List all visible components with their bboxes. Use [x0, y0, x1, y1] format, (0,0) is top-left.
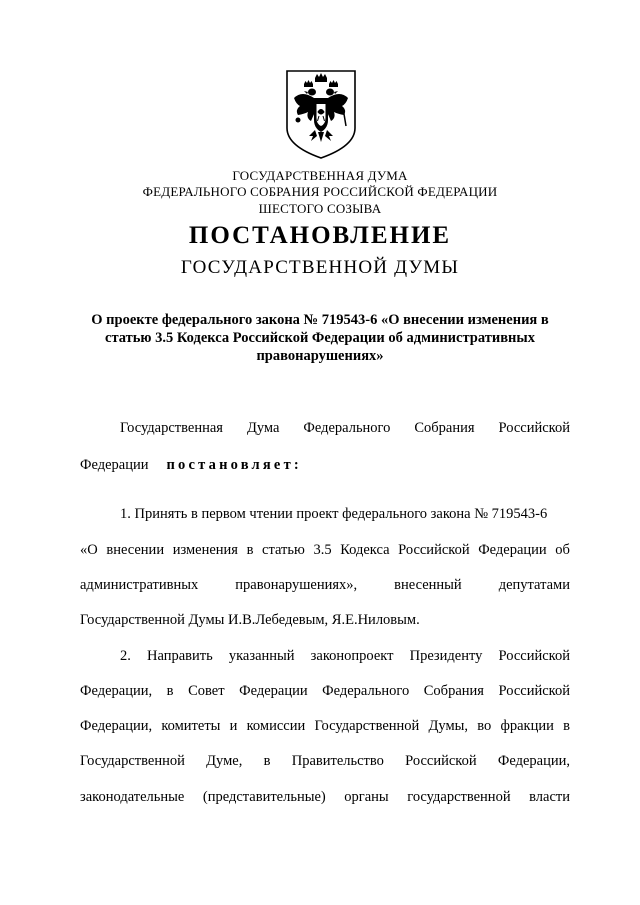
word: и [229, 718, 238, 734]
word: Государственной [80, 753, 185, 769]
word: Федерации, [80, 718, 153, 734]
word: (представительные) [202, 789, 326, 805]
word: во [477, 718, 492, 734]
word: 2. [120, 648, 131, 664]
subject-line: статью 3.5 Кодекса Российской Федерации об административных [105, 330, 535, 346]
coat-of-arms-emblem [284, 68, 358, 160]
word: в [263, 753, 271, 769]
subject-line: правонарушениях» [256, 348, 384, 364]
word: фракции [500, 718, 554, 734]
word: власти [529, 789, 570, 805]
word: Федерации [239, 683, 308, 699]
word: Думе, [206, 753, 243, 769]
word: в [246, 542, 254, 558]
decree-title: ПОСТАНОВЛЕНИЕ [188, 222, 452, 249]
word: законодательные [80, 789, 185, 805]
word: Федерации, [497, 753, 570, 769]
word: Государственной [314, 718, 420, 734]
word: «О [80, 542, 98, 558]
resolves-keyword: постановляет: [166, 457, 302, 473]
paragraph-1-line-2 [80, 542, 570, 559]
header-line-convocation: ШЕСТОГО СОЗЫВА [258, 201, 382, 216]
word: 3.5 [313, 542, 332, 558]
word: Российской [498, 648, 570, 664]
word: комитеты [161, 718, 221, 734]
word: правонарушениях», [235, 577, 358, 593]
word: указанный [228, 648, 295, 664]
word: Собрания [423, 683, 484, 699]
word: Федерации, [80, 683, 153, 699]
paragraph-2-line-2 [80, 683, 570, 700]
word: изменения [172, 542, 238, 558]
word: Российской [498, 420, 570, 436]
word: законопроект [310, 648, 394, 664]
word: Федерального [322, 683, 410, 699]
paragraph-1-line-3 [80, 577, 570, 594]
word: Совет [188, 683, 225, 699]
word: Собрания [414, 420, 475, 436]
word: Думы, [428, 718, 469, 734]
word: Направить [147, 648, 213, 664]
subject-line: О проекте федерального закона № 719543-6 «О внесении изменения в [91, 312, 549, 328]
header-line-duma: ГОСУДАРСТВЕННАЯ ДУМА [232, 168, 408, 183]
decree-subtitle: ГОСУДАРСТВЕННОЙ ДУМЫ [180, 257, 460, 278]
word: статью [262, 542, 305, 558]
word: Российской [498, 683, 570, 699]
word: Правительство [291, 753, 384, 769]
word: административных [80, 577, 199, 593]
word: в [166, 683, 174, 699]
word: внесении [106, 542, 165, 558]
paragraph-1-line-4: Государственной Думы И.В.Лебедевым, Я.Е.Ниловым. [80, 612, 420, 628]
header-line-federal-assembly: ФЕДЕРАЛЬНОГО СОБРАНИЯ РОССИЙСКОЙ ФЕДЕРАЦИИ [142, 184, 498, 199]
paragraph-2-line-3 [80, 718, 570, 735]
word: органы [344, 789, 389, 805]
word: государственной [407, 789, 511, 805]
paragraph-2-line-5 [80, 789, 570, 806]
word: внесенный [394, 577, 462, 593]
paragraph-2-line-4 [80, 753, 570, 770]
body-line-intro [120, 420, 570, 437]
word: Российской [405, 753, 477, 769]
word: Федерального [303, 420, 391, 436]
word: Государственная [120, 420, 223, 436]
word: Дума [246, 420, 280, 436]
word: об [555, 542, 570, 558]
word: Федерации [478, 542, 547, 558]
word: Российской [398, 542, 470, 558]
word: депутатами [498, 577, 570, 593]
word: комиссии [246, 718, 306, 734]
word: в [563, 718, 570, 734]
intro-federation-word: Федерации [80, 457, 149, 473]
paragraph-2-line-1 [120, 648, 570, 665]
paragraph-1-line-1: 1. Принять в первом чтении проект федерального закона № 719543-6 [120, 506, 548, 522]
word: Президенту [409, 648, 483, 664]
word: Кодекса [340, 542, 390, 558]
body-line-intro-2 [80, 457, 570, 474]
